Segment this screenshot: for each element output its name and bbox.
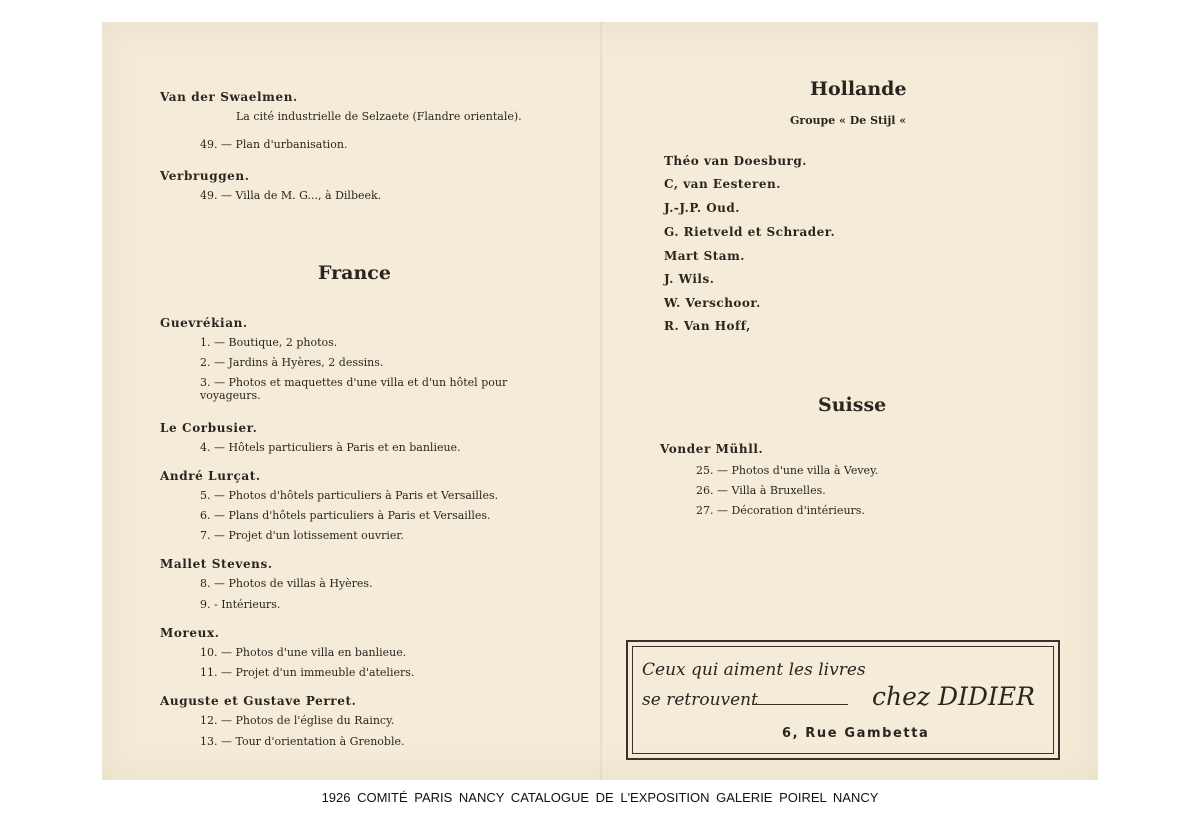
catalogue-item: 8. — Photos de villas à Hyères. — [200, 577, 373, 590]
group-member: J.-J.P. Oud. — [664, 201, 740, 215]
architect-moreux: Moreux. — [160, 626, 220, 640]
catalogue-item: 6. — Plans d'hôtels particuliers à Paris et Versailles. — [200, 509, 491, 522]
catalogue-item: 13. — Tour d'orientation à Grenoble. — [200, 735, 405, 748]
group-member: G. Rietveld et Schrader. — [664, 225, 836, 239]
group-title: Groupe « De Stijl « — [790, 114, 907, 127]
catalogue-item: 1. — Boutique, 2 photos. — [200, 336, 338, 349]
project-subtitle: La cité industrielle de Selzaete (Flandre orientale). — [236, 110, 522, 123]
didier-advertisement — [626, 640, 1060, 760]
advert-rule — [752, 704, 848, 705]
architect-guevrekian: Guevrékian. — [160, 316, 248, 330]
page-fold — [599, 22, 603, 780]
catalogue-item: 49. — Plan d'urbanisation. — [200, 138, 348, 151]
image-caption: 1926 COMITÉ PARIS NANCY CATALOGUE DE L'EXPOSITION GALERIE POIREL NANCY — [321, 790, 879, 805]
catalogue-item: 12. — Photos de l'église du Raincy. — [200, 714, 395, 727]
catalogue-item: 3. — Photos et maquettes d'une villa et d'un hôtel pour voyageurs. — [200, 376, 508, 402]
catalogue-sheet — [102, 22, 1098, 780]
architect-mallet-stevens: Mallet Stevens. — [160, 557, 273, 571]
catalogue-item: 4. — Hôtels particuliers à Paris et en banlieue. — [200, 441, 461, 454]
group-member: Mart Stam. — [664, 249, 745, 263]
group-member: J. Wils. — [664, 272, 715, 286]
catalogue-item: 25. — Photos d'une villa à Vevey. — [696, 464, 879, 477]
catalogue-item: 5. — Photos d'hôtels particuliers à Paris et Versailles. — [200, 489, 499, 502]
catalogue-item: 11. — Projet d'un immeuble d'ateliers. — [200, 666, 415, 679]
catalogue-item: 10. — Photos d'une villa en banlieue. — [200, 646, 407, 659]
left-page — [158, 22, 578, 780]
catalogue-item: 7. — Projet d'un lotissement ouvrier. — [200, 529, 404, 542]
architect-le-corbusier: Le Corbusier. — [160, 421, 258, 435]
advert-address: 6, Rue Gambetta — [782, 726, 930, 741]
group-member: W. Verschoor. — [664, 296, 761, 310]
group-member: Théo van Doesburg. — [664, 154, 807, 168]
advert-line-1: Ceux qui aiment les livres — [642, 660, 866, 680]
catalogue-item: 27. — Décoration d'intérieurs. — [696, 504, 865, 517]
architect-van-der-swaelmen: Van der Swaelmen. — [160, 90, 298, 104]
section-heading-france: France — [318, 262, 391, 284]
section-heading-suisse: Suisse — [818, 394, 887, 416]
group-member: C, van Eesteren. — [664, 177, 781, 191]
architect-vonder-muhll: Vonder Mühll. — [660, 442, 764, 456]
catalogue-item: 26. — Villa à Bruxelles. — [696, 484, 826, 497]
section-heading-hollande: Hollande — [810, 78, 907, 100]
advert-line-2: se retrouvent — [642, 690, 758, 710]
catalogue-item: 49. — Villa de M. G..., à Dilbeek. — [200, 189, 382, 202]
architect-perret: Auguste et Gustave Perret. — [160, 694, 357, 708]
group-member: R. Van Hoff, — [664, 319, 751, 333]
catalogue-item: 2. — Jardins à Hyères, 2 dessins. — [200, 356, 384, 369]
advert-didier: chez DIDIER — [872, 682, 1035, 711]
architect-verbruggen: Verbruggen. — [160, 169, 250, 183]
catalogue-item: 9. - Intérieurs. — [200, 598, 281, 611]
architect-andre-lurcat: André Lurçat. — [160, 469, 261, 483]
